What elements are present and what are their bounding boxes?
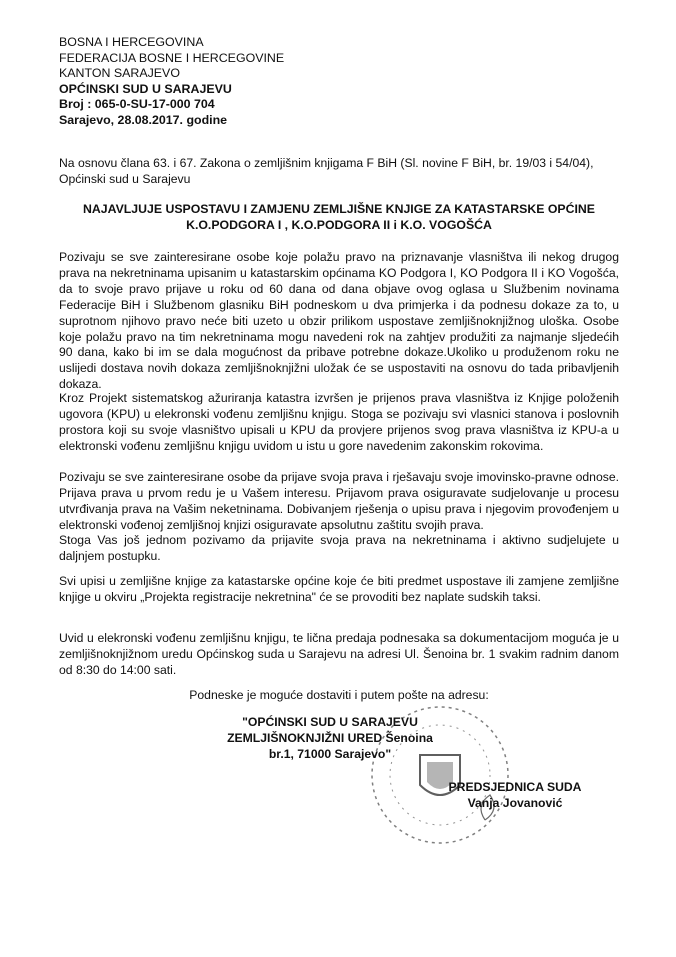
paragraph-2: Kroz Projekt sistematskog ažuriranja katastra izvršen je prijenos prava vlasništva iz Knjige položenih ugovora (KPU) u elekronski vođenu zemljišnu knjigu. Stoga se pozivaju svi vlasnici stanova i poslovnih prostora koji su svoje vlasništvo upisali u KPU da provjere prijenos svog prava vlasništva iz KPU-a u elektronski vođenu zemljišnu knjigu uvidom u istu u gore navedenim zakonskim rokovima. (59, 391, 619, 453)
header-federation: FEDERACIJA BOSNE I HERCEGOVINE (59, 50, 285, 65)
signature-block (440, 780, 590, 812)
paragraph-4: Stoga Vas još jednom pozivamo da prijavite svoja prava na nekretninama i aktivno sudjelujete u daljnjem postupku. (59, 533, 619, 563)
title-line-2: K.O.PODGORA I , K.O.PODGORA II i K.O. VOGOŠĆA (186, 217, 492, 232)
paragraph-1: Pozivaju se sve zainteresirane osobe koje polažu pravo na priznavanje vlasništva ili nekog drugog prava na nekretninama upisanim u katastarskim općinama KO Podgora I, KO Podgora II i KO Vogošća, da to svoje pravo prijave u roku od 60 dana od dana objave ovog oglasa u Službenim novinama Federacije BiH i Službenom glasniku BiH podneskom u dva primjerka i da podnesu dokaze za to, u suprotnom njihovo pravo neće biti uzeto u obzir prilikom uspostave zemljišnoknjižnog uloška. Osobe koje polažu pravo na tim nekretninama mogu navedeni rok na zahtjev produžiti za najmanje sljedećih 90 dana, kako bi im se dala mogućnost da pribave potrebne dokaze.Ukoliko u produženom roku ne uslijedi dostava novih dokaza zemljišnoknjižni uložak će se uspostaviti na osnovu do tada pribavljenih dokaza. (59, 250, 619, 392)
paragraph-3: Pozivaju se sve zainteresirane osobe da prijave svoja prava i rješavaju svoje imovinsko-pravne odnose. Prijava prava u prvom redu je u Vašem interesu. Prijavom prava osiguravate sudjelovanje u procesu utvrđivanja prava na Vašim neketninama. Dobivanjem rješenja o upisu prava i njegovim provođenjem u elektronski vođenoj zemljišnoj knjizi osiguravate apsolutnu zaštitu svojih prava. (59, 470, 619, 532)
signatory-name: Vanja Jovanović (467, 795, 563, 810)
postal-address (200, 715, 460, 763)
intro-text: Na osnovu člana 63. i 67. Zakona o zemljišnim knjigama F BiH (Sl. novine F BiH, br. 19/03 i 54/04), Općinski sud u Sarajevu (59, 156, 594, 186)
address-line-1: "OPĆINSKI SUD U SARAJEVU (242, 715, 418, 729)
address-line-2: ZEMLJIŠNOKNJIŽNI URED Šenoina (227, 730, 433, 745)
header-case-number: Broj : 065-0-SU-17-000 704 (59, 97, 215, 112)
header-court: OPĆINSKI SUD U SARAJEVU (59, 81, 232, 96)
header-date: Sarajevo, 28.08.2017. godine (59, 112, 228, 127)
document-title (59, 202, 619, 233)
paragraph-5: Svi upisi u zemljišne knjige za katastarske općine koje će biti predmet uspostave ili zamjene zemljišne knjige u okviru „Projekta registracije nekretnina" će se provoditi bez naplate sudskih taksi. (59, 574, 619, 604)
address-line-3: br.1, 71000 Sarajevo" (268, 746, 392, 761)
title-line-1: NAJAVLJUJE USPOSTAVU I ZAMJENU ZEMLJIŠNE KNJIGE ZA KATASTARSKE OPĆINE (83, 202, 595, 216)
paragraph-6: Uvid u elekronski vođenu zemljišnu knjigu, te lična predaja podnesaka sa dokumentacijom moguća je u zemljišnoknjižnom uredu Općinskog suda u Sarajevu na adresi Ul. Šenoina br. 1 svakim radnim danom od 8:30 do 14:00 sati. (59, 631, 619, 677)
signatory-role: PREDSJEDNICA SUDA (448, 780, 582, 794)
court-header (59, 35, 284, 129)
header-canton: KANTON SARAJEVO (59, 66, 180, 81)
paragraph-7: Podneske je moguće dostaviti i putem pošte na adresu: (189, 688, 489, 702)
header-country: BOSNA I HERCEGOVINA (59, 35, 204, 49)
